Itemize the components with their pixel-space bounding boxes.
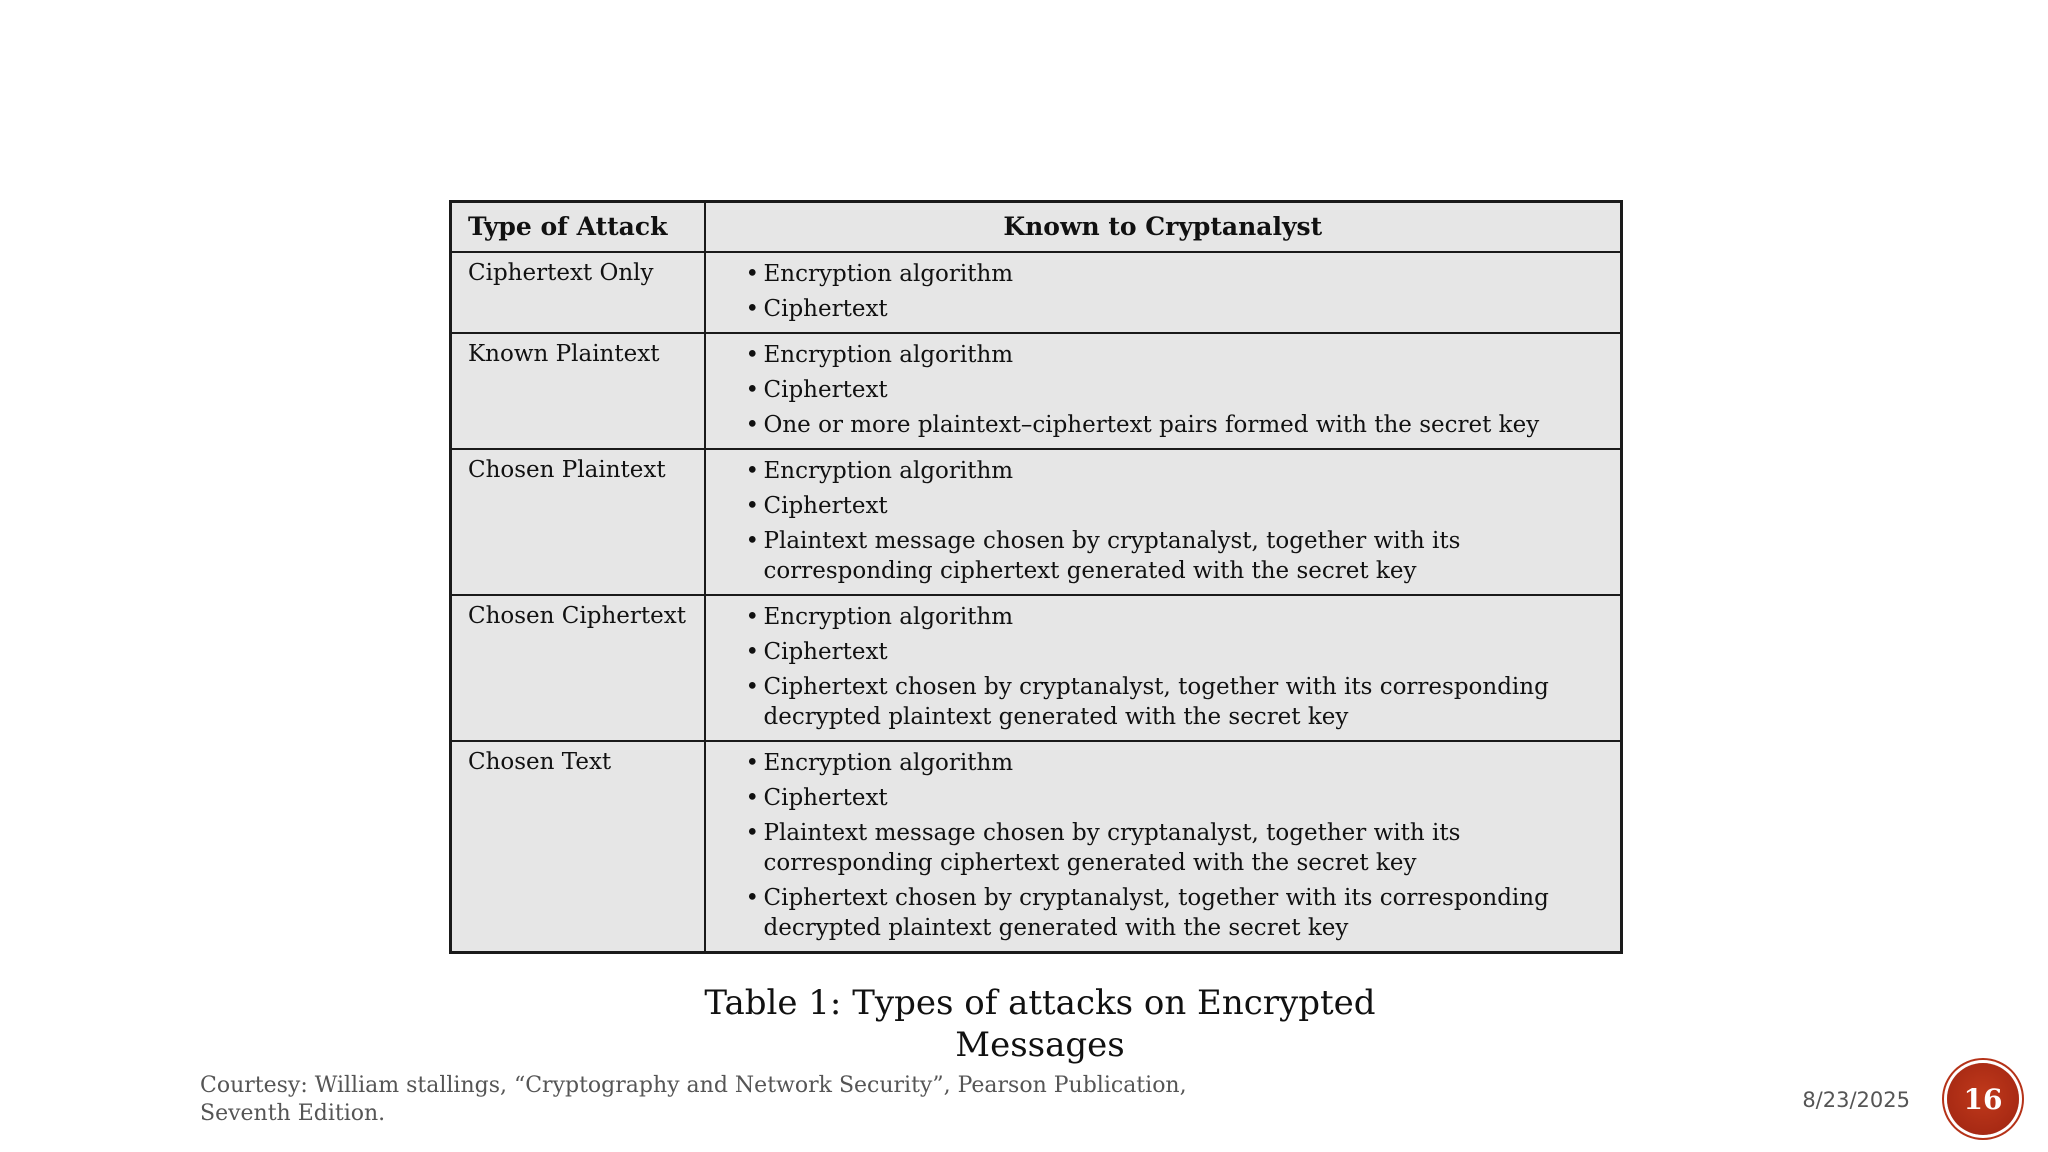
page-number: 16 xyxy=(1963,1082,2003,1116)
list-item: • Encryption algorithm xyxy=(746,748,1605,778)
known-items-cell xyxy=(705,449,1622,595)
list-item: • Encryption algorithm xyxy=(746,456,1605,486)
courtesy-line-2: Seventh Edition. xyxy=(200,1101,386,1126)
known-items-list xyxy=(746,340,1605,440)
list-item: • Encryption algorithm xyxy=(746,340,1605,370)
known-to-cryptanalyst-header: Known to Cryptanalyst xyxy=(705,202,1622,253)
known-items-cell xyxy=(705,252,1622,333)
known-items-cell xyxy=(705,595,1622,741)
list-item: • Ciphertext chosen by cryptanalyst, together with its corresponding decrypted plaintext generated with the secret key xyxy=(746,672,1605,732)
courtesy-note xyxy=(200,1072,1200,1128)
list-item: • Ciphertext xyxy=(746,783,1605,813)
attack-type-cell: Known Plaintext xyxy=(451,333,705,449)
caption-line-2: Messages xyxy=(955,1025,1125,1065)
page-number-badge xyxy=(1947,1063,2019,1135)
list-item: • Encryption algorithm xyxy=(746,602,1605,632)
attack-type-cell: Ciphertext Only xyxy=(451,252,705,333)
list-item: • Ciphertext xyxy=(746,294,1605,324)
attack-type-cell: Chosen Text xyxy=(451,741,705,953)
known-items-list xyxy=(746,259,1605,324)
known-items-cell xyxy=(705,741,1622,953)
known-items-list xyxy=(746,748,1605,943)
caption-line-1: Table 1: Types of attacks on Encrypted xyxy=(704,983,1376,1023)
list-item: • Ciphertext chosen by cryptanalyst, together with its corresponding decrypted plaintext generated with the secret key xyxy=(746,883,1605,943)
known-items-cell xyxy=(705,333,1622,449)
table-header-row xyxy=(451,202,1622,253)
known-items-list xyxy=(746,602,1605,732)
attack-types-table xyxy=(449,200,1623,954)
known-items-list xyxy=(746,456,1605,586)
table-row xyxy=(451,333,1622,449)
list-item: • One or more plaintext–ciphertext pairs formed with the secret key xyxy=(746,410,1605,440)
list-item: • Ciphertext xyxy=(746,491,1605,521)
attack-type-cell: Chosen Ciphertext xyxy=(451,595,705,741)
table-row xyxy=(451,595,1622,741)
table-row xyxy=(451,449,1622,595)
list-item: • Ciphertext xyxy=(746,375,1605,405)
slide-date: 8/23/2025 xyxy=(1802,1088,1910,1112)
table-caption xyxy=(640,982,1440,1066)
table-row xyxy=(451,252,1622,333)
attack-type-cell: Chosen Plaintext xyxy=(451,449,705,595)
courtesy-line-1: Courtesy: William stallings, “Cryptography and Network Security”, Pearson Publication, xyxy=(200,1073,1187,1098)
list-item: • Ciphertext xyxy=(746,637,1605,667)
type-of-attack-header: Type of Attack xyxy=(451,202,705,253)
list-item: • Encryption algorithm xyxy=(746,259,1605,289)
list-item: • Plaintext message chosen by cryptanalyst, together with its corresponding ciphertext generated with the secret key xyxy=(746,526,1605,586)
table-row xyxy=(451,741,1622,953)
list-item: • Plaintext message chosen by cryptanalyst, together with its corresponding ciphertext generated with the secret key xyxy=(746,818,1605,878)
